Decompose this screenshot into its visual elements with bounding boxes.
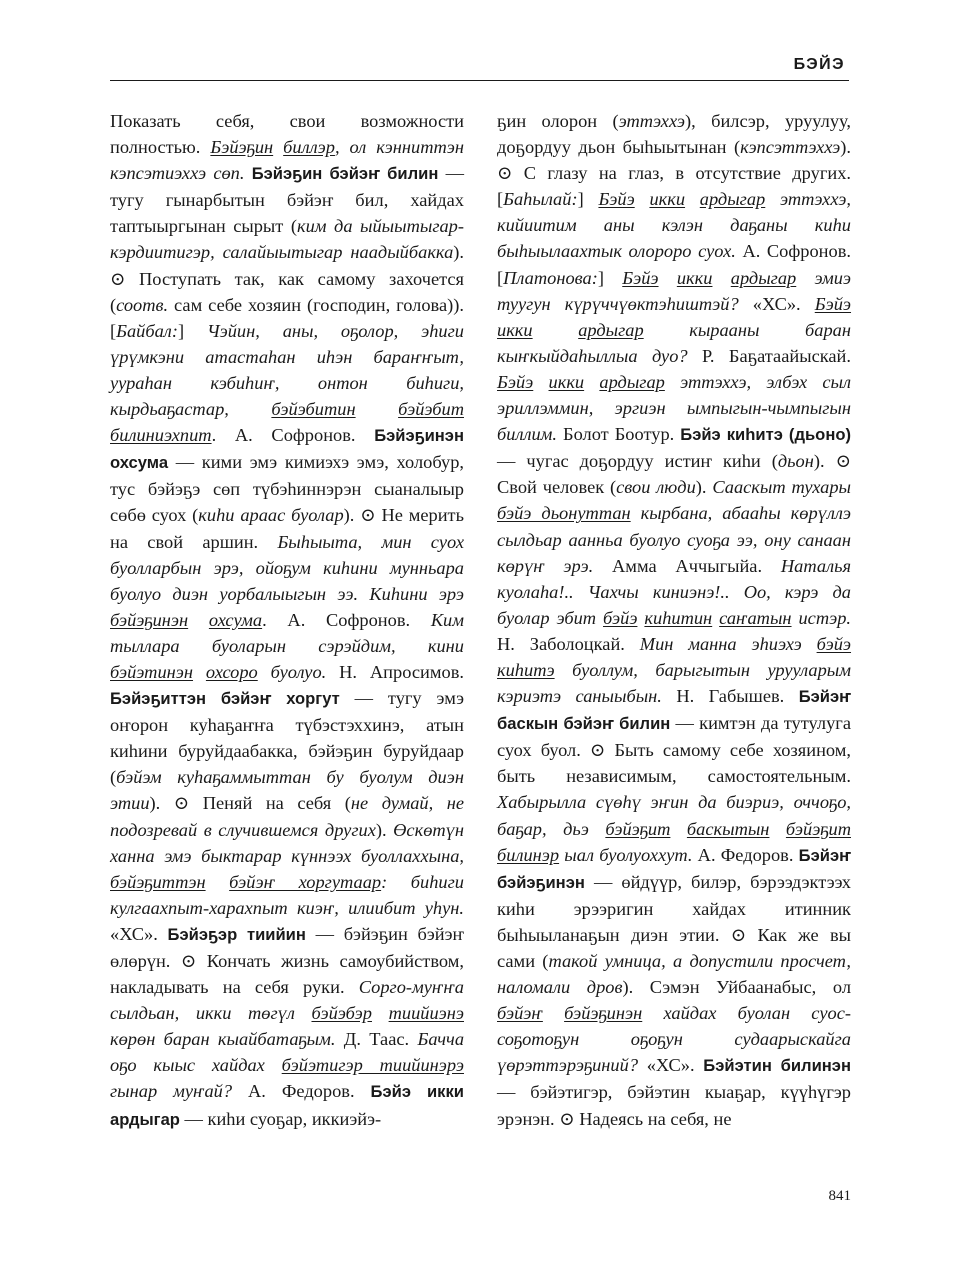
text-run: киһи араас буолар: [198, 505, 344, 526]
text-run: ]: [597, 267, 623, 288]
text-run: — кимтэн да тутулуга суох буол. ⊙ Быть самому себе хозяином, быть независимым, самостоятельным.: [497, 713, 851, 787]
text-run: Бэйэтин билинэн: [703, 1056, 851, 1076]
text-run: Р. Баҕатаайыскай.: [687, 345, 851, 366]
text-run: биллэр: [283, 137, 335, 158]
text-run: киһитэ: [497, 659, 555, 680]
text-run: Ким тыллара буоларын сэрэйдим, кини: [110, 609, 464, 656]
text-run: — бэйэҕин бэйэҥ өлөрүн. ⊙ Кончать жизнь самоубийством, накладывать на себя руки.: [110, 923, 464, 998]
text-run: Бэйэ: [598, 189, 635, 210]
text-run: ҕин олорон (: [497, 111, 619, 131]
text-run: бэйэтинэн: [110, 661, 194, 682]
text-run: ). Сэмэн Уйбаанабыс, ол: [622, 977, 851, 998]
text-run: [543, 1003, 564, 1023]
text-run: [584, 372, 599, 392]
text-run: Хабырылла сүөһү эҥин да биэриэ, оччоҕо, баҕар, дьэ: [497, 792, 851, 839]
text-run: саҥатын: [719, 607, 792, 628]
text-run: — бэйэтигэр, бэйэтин кыаҕар, күүһүгэр эрэнэн. ⊙ Надеясь на себя, не: [497, 1082, 851, 1129]
text-run: свои люди: [616, 477, 696, 498]
text-run: Чэйин, аны, оҕолор, эһиги үрүмкэни атастаһан иһэн бараҥҥыт, уураһан кэбиһиҥ, онтон биһиги, кырдьаҕастар,: [110, 320, 464, 420]
text-run: ). ⊙ Поступать так, как самому захочется (: [110, 242, 464, 315]
text-run: Өскөтүн ханна эмэ быктарар күннээх буоллаххына,: [110, 819, 464, 866]
text-run: бэйэ: [603, 607, 638, 628]
text-run: икки: [676, 267, 713, 288]
text-run: бэйэбитин: [271, 399, 356, 420]
text-run: бэйэҕиттэн: [110, 871, 206, 892]
text-run: кэпсэттэххэ: [740, 137, 841, 158]
text-run: бэйэҕинэн: [564, 1003, 643, 1024]
running-header: [110, 56, 849, 81]
text-run: охсоро: [205, 661, 258, 682]
text-run: [712, 268, 730, 288]
text-run: буоллум, барыгытын урууларым кэриэтэ саныыбын.: [497, 659, 851, 707]
text-run: такой умница, а допустили просчет, наломали дров: [497, 951, 851, 998]
text-run: бэйэбэр: [311, 1003, 372, 1024]
text-run: буолуо.: [257, 661, 327, 682]
text-run: ]: [177, 320, 207, 341]
left-column-text: [110, 108, 464, 1133]
text-run: Показать себя, свои возможности полностью.: [110, 111, 464, 158]
text-run: дьон: [777, 451, 814, 472]
text-run: эттэххэ: [618, 111, 685, 131]
text-run: тиийиэнэ: [388, 1003, 464, 1024]
text-run: А. Федоров.: [692, 844, 799, 865]
text-run: охсума: [208, 609, 263, 630]
text-run: . А. Софронов.: [211, 425, 375, 446]
text-run: ). ⊙ Пеняй на себя (: [149, 793, 351, 814]
text-run: киһитин: [644, 607, 713, 628]
text-run: ). ⊙ Свой человек (: [497, 451, 851, 498]
right-column-text: [497, 108, 851, 1132]
text-run: — чугас доҕордуу истиҥ киһи (: [497, 451, 778, 472]
text-run: ардыгар: [599, 371, 665, 392]
text-run: [533, 372, 548, 392]
text-run: Бэйэҕин: [210, 137, 274, 158]
text-run: Бачча оҕо кыыс хайдах: [110, 1029, 465, 1076]
text-run: бэйэҕит: [785, 818, 851, 839]
text-run: Мин манна эһиэхэ: [639, 633, 817, 654]
text-run: Н. Габышев.: [661, 686, 799, 707]
text-run: икки: [497, 319, 533, 340]
text-run: Болот Боотур.: [557, 424, 681, 445]
text-run: хайдах буолан суос-соҕотоҕун оҕоҕун судаарыскайга үөрэттэрэҕиний?: [497, 1003, 851, 1076]
text-run: икки: [548, 371, 585, 392]
text-run: Быһыыта, мин суох буолларбын эрэ, ойоҕум киһини мунньара буолуо диэн уорбалыыгын ээ. Киһини эрэ: [110, 531, 464, 604]
text-run: ]: [577, 189, 599, 210]
text-run: бэйэ: [816, 633, 852, 654]
text-run: [635, 189, 650, 209]
text-run: икки: [649, 189, 686, 210]
text-run: эттэххэ, элбэх сыл эриллэммин, эргиэн ымпыгын-чымпыгын биллим.: [497, 371, 851, 445]
text-run: ), билсэр, уруулуу, доҕордуу дьон быһыытынан (: [497, 111, 851, 158]
text-run: ким да ыйыытыгар-кэрдиитигэр, салайыытыгар наадыйбакка: [110, 216, 465, 263]
text-run: баскытын: [686, 818, 770, 839]
right-column: [497, 108, 851, 1132]
text-run: кырбана, абааһы көрүллэ сылдьар аанньа буолуо суоҕа ээ, ону санаан көрүҥ эрэ.: [497, 503, 851, 576]
text-run: [188, 610, 209, 630]
text-run: : биһиги кулгаахпыт-харахпыт киэҥ, илиибит уһун.: [110, 871, 464, 918]
text-run: билиниэхпит: [110, 425, 212, 446]
text-run: — өйдүүр, билэр, бэрээдэктээх киһи эрээригин хайдах итинник быһыыланаҕын диэн этии. ⊙ Как же вы сами (: [497, 871, 851, 971]
text-run: Д. Таас.: [335, 1029, 418, 1050]
text-run: билинэр: [497, 844, 560, 865]
text-run: [193, 662, 206, 682]
text-run: Баһылай:: [503, 189, 578, 210]
text-run: бэйэҥ: [497, 1003, 543, 1024]
text-run: бэйэҥ хоргутаар: [229, 871, 382, 892]
text-run: — кими эмэ кимиэхэ эмэ, холобур, тус бэйэҕэ сөп түбэһиннэрэн сыаналыыр сөбө суох (: [110, 452, 464, 526]
text-run: бэйэм куһаҕаммыттан бу буолум диэн этии: [110, 767, 464, 814]
text-run: Наталья куолаһа!.. Чахчы киниэнэ!.. Оо, кэрэ да буолар эбит: [497, 555, 852, 628]
text-run: бэйэтигэр тиийинэрэ: [281, 1055, 464, 1076]
text-run: ардыгар: [578, 319, 644, 340]
left-column: [110, 108, 464, 1133]
text-run: — тугу эмэ оҥорон куһаҕаҥҥа түбэстэххинэ, атын киһини буруйдаабакка, бэйэҕин буруйдаар (: [110, 688, 464, 788]
text-run: Сорго-муҥҥа сылдьан, икки төгүл: [110, 977, 464, 1024]
text-run: А. Федоров.: [232, 1081, 371, 1102]
text-run: [659, 268, 677, 288]
text-run: Бэйэҕин бэйэҥ билин: [251, 164, 439, 184]
text-run: [273, 137, 283, 157]
text-run: ыал буолуоххут.: [559, 844, 693, 865]
text-run: Платонова:: [503, 267, 598, 288]
header-word: БЭЙЭ: [793, 56, 845, 73]
text-run: сам себе хозяин (господин, голова)). [: [110, 294, 464, 341]
text-run: эмиэ туугун күрүччүөктэһиштэй?: [497, 267, 851, 314]
text-run: Бэйэ киһитэ (дьоно): [680, 425, 852, 445]
text-run: бэйэбит: [398, 399, 464, 420]
text-run: [685, 189, 700, 209]
text-run: ). ⊙ Не мерить на свой аршин.: [110, 505, 464, 552]
text-run: бэйэ дьонуттан: [497, 503, 631, 524]
text-run: Бэйэ: [814, 293, 852, 314]
text-run: соотв.: [116, 294, 169, 315]
text-run: «ХС».: [638, 1055, 704, 1076]
text-run: , ол кэнниттэн кэпсэтиэххэ сөп.: [110, 137, 464, 184]
text-run: Бэйэҕинэн охсума: [110, 426, 464, 473]
text-run: . А. Софронов.: [262, 609, 431, 630]
text-run: — тугу гынарбытын бэйэҥ бил, хайдах таптыыргынан сырыт (: [110, 163, 464, 237]
text-run: эттэххэ, кийиитим аны кэлэн даҕаны киһи быһыылаахтык олороро суох.: [497, 189, 851, 262]
text-run: Н. Апросимов.: [326, 661, 464, 682]
text-run: [670, 819, 686, 839]
text-run: кырааны баран кыҥкыйдаһыллыа дуо?: [497, 319, 851, 366]
text-run: Бэйэ: [622, 267, 659, 288]
text-run: Бэйэҥ баскын бэйэҥ билин: [497, 687, 852, 734]
text-run: ).: [375, 819, 394, 840]
text-run: — киһи суоҕар, иккиэйэ-: [179, 1108, 382, 1129]
text-run: ардыгар: [730, 267, 797, 288]
text-run: Бэйэҕиттэн бэйэҥ хоргут: [110, 689, 340, 709]
text-run: Бэйэ: [497, 371, 534, 392]
text-run: [533, 320, 579, 340]
text-run: ардыгар: [699, 189, 766, 210]
text-run: Бэйэҥ бэйэҕинэн: [497, 845, 851, 892]
text-run: Сааскыт тухары: [712, 477, 851, 498]
text-run: не думай, не подозревай в случившемся других: [110, 793, 464, 840]
text-run: «ХС».: [110, 923, 168, 944]
text-run: [372, 1003, 389, 1023]
text-run: гынар муҥай?: [110, 1081, 233, 1102]
text-run: ). ⊙ С глазу на глаз, в отсутствие других. [: [497, 137, 851, 210]
text-run: [769, 819, 785, 839]
text-run: [206, 872, 230, 892]
page-number: 841: [828, 1188, 851, 1204]
text-run: Бэйэҕэр тиийин: [167, 924, 306, 944]
text-run: [356, 399, 398, 419]
text-run: бэйэҕит: [605, 818, 671, 839]
text-run: А. Софронов. [: [497, 241, 851, 288]
text-run: ).: [695, 477, 713, 498]
text-run: Бэйэ икки ардыгар: [110, 1082, 464, 1129]
text-run: Амма Аччыгыйа.: [593, 555, 781, 576]
text-run: бэйэҕинэн: [110, 609, 189, 630]
text-run: Н. Заболоцкай.: [497, 633, 640, 654]
text-run: истэр.: [791, 607, 852, 628]
text-run: «ХС».: [738, 293, 815, 314]
text-run: көрөн баран кыайбатаҕым.: [110, 1029, 336, 1050]
text-run: Байбал:: [116, 320, 178, 341]
